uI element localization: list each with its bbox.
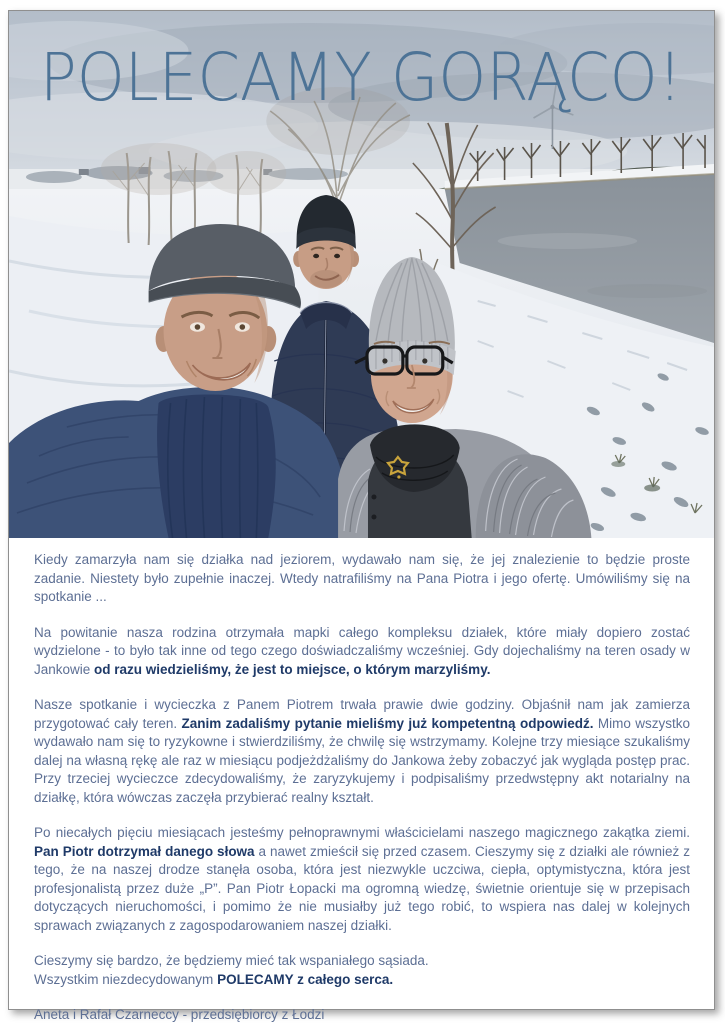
paragraph-4-bold-text: Pan Piotr dotrzymał danego słowa: [34, 843, 255, 859]
paragraph-1: [34, 551, 690, 607]
winter-selfie-photo: [9, 11, 714, 538]
page-title: POLECAMY GORĄCO!: [39, 38, 683, 117]
paragraph-3-text-b: Mimo wszystko wydawało nam się to ryzykowne i stwierdziliśmy, że chwilę się wstrzymamy. Kolejne trzy miesiące szukaliśmy dalej na własną rękę ale raz w miesiącu podjeżdżaliśmy do Jankowa żeby zobaczyć jak wygląda postęp prac. Przy trzeciej wycieczce zdecydowaliśmy, że zaryzykujemy i podpisaliśmy przedwstępny akt notarialny na działkę, która wówczas zaczęła przybierać realny kształt.: [34, 715, 690, 805]
signature-text: Aneta i Rafał Czarneccy - przedsiębiorcy z Łodzi: [34, 1007, 325, 1022]
testimonial-text: [9, 538, 714, 1025]
paragraph-5-line2-bold: POLECAMY z całego serca.: [217, 971, 394, 987]
paragraph-4-text-a: Po niecałych pięciu miesiącach jesteśmy pełnoprawnymi właścicielami naszego magicznego zakątka ziemi.: [34, 825, 690, 840]
paragraph-2: [34, 624, 690, 680]
paragraph-5-line1: Cieszymy się bardzo, że będziemy mieć tak wspaniałego sąsiada.: [34, 953, 429, 968]
signature: [34, 1006, 690, 1025]
paragraph-1-text: Kiedy zamarzyła nam się działka nad jeziorem, wydawało nam się, że jej znalezienie to będzie proste zadanie. Niestety było zupełnie inaczej. Wtedy natrafiliśmy na Pana Piotra i jego ofertę. Umówiliśmy się na spotkanie ...: [34, 552, 690, 604]
photo-scene: [9, 11, 714, 538]
testimonial-page: [8, 10, 715, 1022]
paragraph-3-bold-text: Zanim zadaliśmy pytanie mieliśmy już kompetentną odpowiedź.: [181, 715, 594, 731]
paragraph-3: [34, 696, 690, 807]
paragraph-4: [34, 824, 690, 935]
paragraph-5-line2-text: Wszystkim niezdecydowanym: [34, 971, 218, 987]
paragraph-5: [34, 952, 690, 989]
paragraph-4-text-b: a nawet zmieścił się przed czasem. Cieszymy się z działki ale również z tego, że na naszej drodze stanęła osoba, która jest niezwykle uczciwa, ciepła, optymistyczna, która jest profesjonalistą przez duże „P”. Pan Piotr Łopacki ma ogromną wiedzę, świetnie orientuje się w przepisach dotyczących nieruchomości, i pomimo że nie musiałby już tego robić, to wspiera nas dalej w kolejnych sprawach związanych z zagospodarowaniem naszej działki.: [34, 843, 691, 933]
paragraph-2-text: Na powitanie nasza rodzina otrzymała mapki całego kompleksu działek, które miały dopiero zostać wydzielone - to było tak inne od tego czego doświadczaliśmy wcześniej. Gdy dojechaliśmy na teren osady w Jankowie: [34, 624, 690, 677]
paragraph-2-bold-text: od razu wiedzieliśmy, że jest to miejsce, o którym marzyliśmy.: [94, 661, 491, 677]
paragraph-3-text-a: Nasze spotkanie i wycieczka z Panem Piotrem trwała prawie dwie godziny. Objaśnił nam jak zamierza przygotować cały teren.: [34, 697, 690, 731]
